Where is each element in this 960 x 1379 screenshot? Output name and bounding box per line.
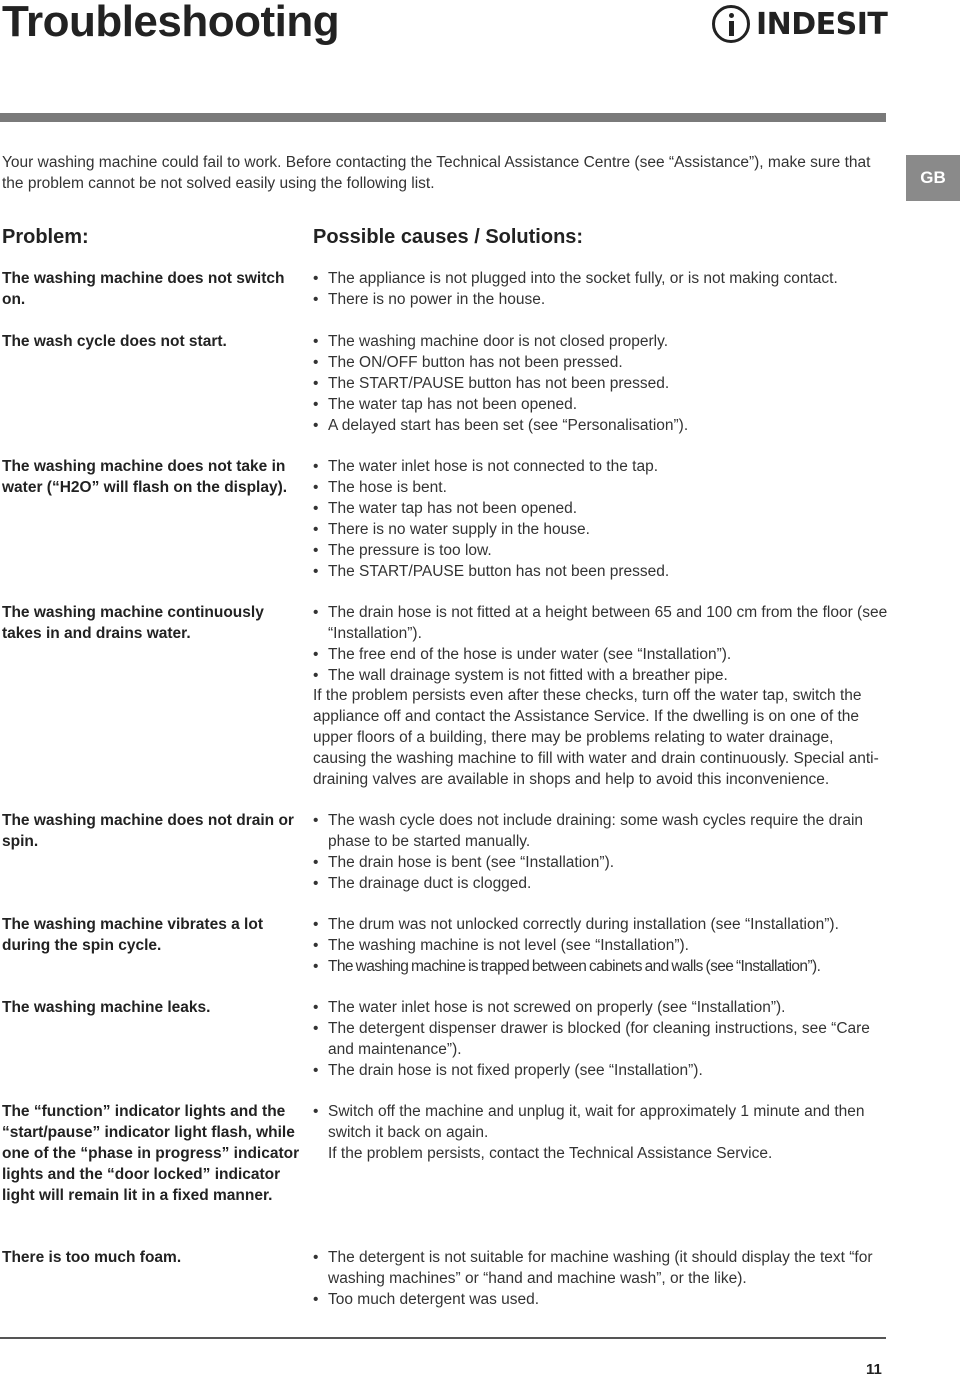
cause-item: • There is no water supply in the house. [313,519,893,540]
cause-item: • The hose is bent. [313,477,893,498]
causes-list [313,268,893,310]
cause-item: • The START/PAUSE button has not been pressed. [313,373,893,394]
cause-item: • The detergent is not suitable for machine washing (it should display the text “for washing machines” or “hand and machine wash”, or the like). [313,1247,893,1289]
cause-item: • The washing machine is trapped between cabinets and walls (see “Installation”). [313,956,893,977]
footer-divider [0,1337,886,1339]
causes-list [313,810,893,894]
cause-item: • There is no power in the house. [313,289,893,310]
causes-list [313,914,893,977]
cause-item: • Too much detergent was used. [313,1289,893,1310]
causes-list [313,997,893,1081]
cause-item: • The ON/OFF button has not been pressed. [313,352,893,373]
cause-item: • The drainage duct is clogged. [313,873,893,894]
cause-item: • The appliance is not plugged into the socket fully, or is not making contact. [313,268,893,289]
problem-leaks: The washing machine leaks. [2,999,211,1016]
cause-item: • The washing machine is not level (see “Installation”). [313,935,893,956]
intro-paragraph: Your washing machine could fail to work. Before contacting the Technical Assistance Centre (see “Assistance”), make sure that the problem cannot be not solved easily using the following list. [2,154,871,192]
causes-list [313,1247,893,1310]
problem-column-heading: Problem: [2,226,89,248]
title-divider [0,113,886,122]
cause-item: • The drain hose is not fitted at a height between 65 and 100 cm from the floor (see “Installation”). [313,602,893,644]
cause-item: • The detergent dispenser drawer is blocked (for cleaning instructions, see “Care and maintenance”). [313,1018,893,1060]
problem-continuous-fill-drain: The washing machine continuously takes in and drains water. [2,604,264,642]
cause-item: • The water inlet hose is not screwed on properly (see “Installation”). [313,997,893,1018]
brand-name: INDESIT [756,6,888,42]
cause-item: • Switch off the machine and unplug it, wait for approximately 1 minute and then switch it back on again. [313,1101,893,1143]
page-number: 11 [866,1361,882,1378]
problem-cycle-not-start: The wash cycle does not start. [2,333,227,350]
cause-item: • The wash cycle does not include draining: some wash cycles require the drain phase to be started manually. [313,810,893,852]
cause-item: • The wall drainage system is not fitted with a breather pipe. [313,665,893,686]
problem-no-switch-on: The washing machine does not switch on. [2,270,285,308]
cause-item: • The drum was not unlocked correctly during installation (see “Installation”). [313,914,893,935]
cause-item: • The water tap has not been opened. [313,394,893,415]
causes-list [313,456,893,582]
problem-no-water-intake: The washing machine does not take in water (“H2O” will flash on the display). [2,458,288,496]
causes-list [313,1101,893,1143]
problem-no-drain-spin: The washing machine does not drain or spin. [2,812,294,850]
note-paragraph: If the problem persists even after these checks, turn off the water tap, switch the appliance off and contact the Assistance Service. If the dwelling is on one of the upper floors of a building, there may be problems relating to water drainage, causing the washing machine to fill with water and drain continuously. Special anti-draining valves are available in shops and help to avoid this inconvenience. [313,687,879,788]
brand-logo-icon [712,5,750,43]
language-badge: GB [906,155,960,201]
problem-indicator-lights: The “function” indicator lights and the “start/pause” indicator light flash, while one of the “phase in progress” indicator lights and the “door locked” indicator light will remain lit in a fixed manner. [2,1103,300,1204]
cause-item: • The water inlet hose is not connected to the tap. [313,456,893,477]
cause-item: • The water tap has not been opened. [313,498,893,519]
cause-item: • The washing machine door is not closed properly. [313,331,893,352]
brand-logo [712,0,892,48]
cause-item: • The free end of the hose is under water (see “Installation”). [313,644,893,665]
cause-item: • The pressure is too low. [313,540,893,561]
cause-item: • The drain hose is not fixed properly (see “Installation”). [313,1060,893,1081]
solutions-column-heading: Possible causes / Solutions: [313,226,584,248]
page-title: Troubleshooting [2,0,340,46]
cause-item: • The drain hose is bent (see “Installation”). [313,852,893,873]
cause-item: • A delayed start has been set (see “Personalisation”). [313,415,893,436]
problem-vibrates: The washing machine vibrates a lot during the spin cycle. [2,916,263,954]
problem-too-much-foam: There is too much foam. [2,1249,182,1266]
causes-list [313,331,893,436]
note-paragraph: If the problem persists, contact the Technical Assistance Service. [328,1145,773,1162]
cause-item: • The START/PAUSE button has not been pressed. [313,561,893,582]
causes-list [313,602,893,686]
